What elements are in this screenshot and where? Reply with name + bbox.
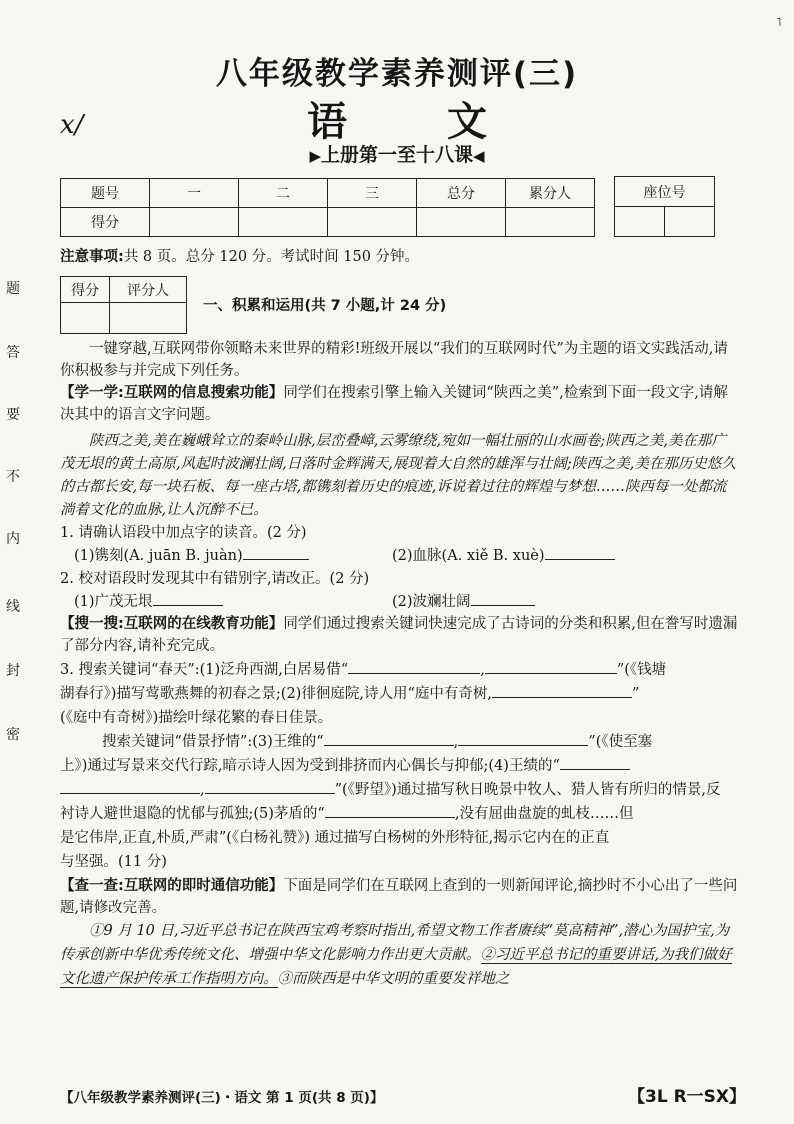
seat-label: 座位号 bbox=[615, 177, 715, 207]
answer-blank[interactable] bbox=[325, 803, 455, 818]
q3-line6 bbox=[60, 779, 740, 801]
answer-blank[interactable] bbox=[545, 545, 615, 560]
q3-text: 衬诗人避世退隐的忧郁与孤独;(5)茅盾的“ bbox=[60, 806, 325, 822]
learn-block bbox=[60, 382, 740, 426]
answer-blank[interactable] bbox=[153, 591, 223, 606]
news-sentence-2b: 重要讲话,为我们做好文化遗产保护传承工作指明方向。 bbox=[60, 947, 732, 987]
side-char: 不 bbox=[6, 469, 20, 485]
page-footer: 【八年级教学素养测评(三)・语文 第 1 页(共 8 页)】 bbox=[60, 1090, 384, 1106]
q1-stem: 1. 请确认语段中加点字的读音。(2 分) bbox=[60, 525, 307, 541]
answer-blank[interactable] bbox=[560, 755, 630, 770]
grader-score-label: 得分 bbox=[61, 277, 110, 303]
side-char: 线 bbox=[6, 599, 20, 615]
section-title: 一、积累和运用(共 7 小题,计 24 分) bbox=[203, 298, 447, 314]
corner-mark: ˥ bbox=[776, 16, 782, 29]
answer-blank[interactable] bbox=[458, 731, 588, 746]
q3-text: 上》)通过写景来交代行踪,暗示诗人因为受到排挤而内心偶长与抑郁;(4)王绩的“ bbox=[60, 758, 560, 774]
answer-blank[interactable] bbox=[471, 591, 535, 606]
exam-title: 八年级教学素养测评(三) bbox=[215, 56, 579, 92]
grader-table bbox=[60, 276, 187, 334]
q3-text: ” bbox=[631, 686, 640, 702]
q3-text: , bbox=[453, 734, 459, 750]
seat-input-cell[interactable] bbox=[665, 207, 715, 237]
q1-b-text: (2)血脉(A. xiě B. xuè) bbox=[392, 548, 545, 564]
q3-text: ”(《使至塞 bbox=[588, 734, 653, 750]
answer-blank[interactable] bbox=[205, 779, 335, 794]
q3-line8: 是它伟岸,正直,朴质,严肃”(《白杨礼赞》) 通过描写白杨树的外形特征,揭示它内在的正直 bbox=[60, 830, 610, 846]
q3-text: ”(《钱塘 bbox=[616, 662, 667, 678]
q3-line2 bbox=[60, 683, 740, 705]
side-char: 内 bbox=[6, 531, 20, 547]
q3-text: ,没有屈曲盘旋的虬枝……但 bbox=[454, 806, 634, 822]
seat-table bbox=[614, 176, 715, 237]
notice bbox=[60, 246, 740, 268]
side-char: 封 bbox=[6, 663, 20, 679]
q1-a-text: (1)镌刻(A. juān B. juàn) bbox=[74, 548, 243, 564]
score-cell: 总分 bbox=[417, 179, 506, 208]
triangle-left-icon: ◀ bbox=[473, 147, 485, 165]
q2-b-text: (2)波斓壮阔 bbox=[392, 594, 471, 610]
intro-paragraph: 一键穿越,互联网带你领略未来世界的精彩!班级开展以“我们的互联网时代”为主题的语文实践活动,请你积极参与并完成下列任务。 bbox=[60, 341, 728, 379]
score-cell: 题号 bbox=[61, 179, 150, 208]
side-char: 题 bbox=[6, 281, 20, 297]
score-cell: 二 bbox=[239, 179, 328, 208]
score-cell: 得分 bbox=[61, 208, 150, 237]
learn-text: 同学们在搜索引擎上输入关键词“陕西之美”,检索到下面一段文字,请解决其中的语言文字问题。 bbox=[60, 385, 728, 423]
q3-text: 湖春行》)描写莺歌燕舞的初春之景;(2)徘徊庭院,诗人用“庭中有奇树, bbox=[60, 686, 492, 702]
triangle-right-icon: ▶ bbox=[309, 147, 321, 165]
subject-title bbox=[0, 90, 794, 147]
q2-a-text: (1)广茂无垠 bbox=[74, 594, 153, 610]
check-tag: 【查一查:互联网的即时通信功能】 bbox=[60, 878, 284, 894]
q2-stem: 2. 校对语段时发现其中有错别字,请改正。(2 分) bbox=[60, 571, 370, 587]
score-header-row bbox=[61, 179, 595, 208]
notice-text: 共 8 页。总分 120 分。考试时间 150 分钟。 bbox=[123, 249, 420, 265]
score-input-cell[interactable] bbox=[506, 208, 595, 237]
answer-blank[interactable] bbox=[60, 779, 200, 794]
learn-tag: 【学一学:互联网的信息搜索功能】 bbox=[60, 385, 284, 401]
q3-line3: (《庭中有奇树》)描绘叶绿花繁的春日佳景。 bbox=[60, 710, 333, 726]
score-cell: 三 bbox=[328, 179, 417, 208]
score-table bbox=[60, 178, 595, 237]
news-sentence-3: ③而陕西是中华文明的重要发祥地之 bbox=[277, 971, 510, 987]
q2-b bbox=[392, 591, 722, 613]
news-sentence-2a: ②习近平总书记的 bbox=[480, 947, 597, 963]
q3-text: , bbox=[480, 662, 485, 678]
answer-blank[interactable] bbox=[243, 545, 309, 560]
q3-text: , bbox=[200, 782, 205, 798]
side-char: 答 bbox=[6, 345, 20, 361]
q3-text: 搜索关键词“借景抒情”:(3)王维的“ bbox=[102, 734, 324, 750]
q3-text: 3. 搜索关键词“春天”:(1)泛舟西湖,白居易借“ bbox=[60, 662, 349, 678]
answer-blank[interactable] bbox=[348, 659, 480, 674]
check-text: 下面是同学们在互联网上查到的一则新闻评论,摘抄时不小心出了一些问题,请修改完善。 bbox=[60, 878, 738, 916]
q3-line4 bbox=[102, 731, 742, 753]
q3-text: ”(《野望》)通过描写秋日晚景中牧人、猎人皆有所归的情景,反 bbox=[334, 782, 721, 798]
score-value-row bbox=[61, 208, 595, 237]
news-sentence-1: ①9 月 10 日,习近平总书记在陕西宝鸡考察时指出,希望文物工作者赓续“莫高精神”,潜心为国护宝,为传承创新中华优秀传统文化、增强中华文化影响力作出更大贡献。 bbox=[60, 923, 730, 963]
notice-label: 注意事项: bbox=[60, 249, 124, 265]
grader-name-label: 评分人 bbox=[110, 277, 187, 303]
answer-blank[interactable] bbox=[492, 683, 632, 698]
exam-scope bbox=[0, 140, 794, 167]
search-block bbox=[60, 613, 740, 657]
answer-blank[interactable] bbox=[324, 731, 454, 746]
subject-char-1: 语 bbox=[307, 98, 347, 145]
score-input-cell[interactable] bbox=[150, 208, 239, 237]
subject-char-2: 文 bbox=[447, 98, 487, 145]
score-input-cell[interactable] bbox=[417, 208, 506, 237]
search-text: 同学们通过搜索关键词快速完成了古诗词的分类和积累,但在誊写时遗漏了部分内容,请补充完成。 bbox=[60, 616, 738, 654]
side-char: 密 bbox=[6, 727, 20, 743]
score-input-cell[interactable] bbox=[239, 208, 328, 237]
scope-text: 上册第一至十八课 bbox=[320, 144, 473, 166]
answer-blank[interactable] bbox=[485, 659, 617, 674]
q1-b bbox=[392, 545, 722, 567]
q3-line1 bbox=[60, 659, 740, 681]
q3-line5 bbox=[60, 755, 740, 777]
search-tag: 【搜一搜:互联网的在线教育功能】 bbox=[60, 616, 284, 632]
score-cell: 累分人 bbox=[506, 179, 595, 208]
q3-line7 bbox=[60, 803, 740, 825]
seat-input-cell[interactable] bbox=[615, 207, 665, 237]
side-char: 要 bbox=[6, 407, 20, 423]
score-input-cell[interactable] bbox=[328, 208, 417, 237]
grader-input-cell[interactable] bbox=[110, 303, 187, 334]
exam-code: 【3L R一SX】 bbox=[628, 1087, 747, 1107]
handwritten-mark: x/ bbox=[60, 110, 84, 140]
reading-passage: 陕西之美,美在巍峨耸立的秦岭山脉,层峦叠嶂,云雾缭绕,宛如一幅壮丽的山水画卷;陕西之美,美在那广茂无垠的黄土高原,风起时波澜壮阔,日落时金辉满天,展现着大自然的雄浑与壮阔;陕西之美,美在那历史悠久的古都长安,每一块石板、每一座古塔,都镌刻着历史的痕迹,诉说着过往的辉煌与梦想……陕西每一处都流淌着文化的血脉,让人沉醉不已。 bbox=[60, 433, 736, 518]
score-cell: 一 bbox=[150, 179, 239, 208]
check-block bbox=[60, 875, 740, 919]
news-passage bbox=[60, 919, 740, 991]
q3-line9: 与坚强。(11 分) bbox=[60, 854, 167, 870]
grader-input-cell[interactable] bbox=[61, 303, 110, 334]
